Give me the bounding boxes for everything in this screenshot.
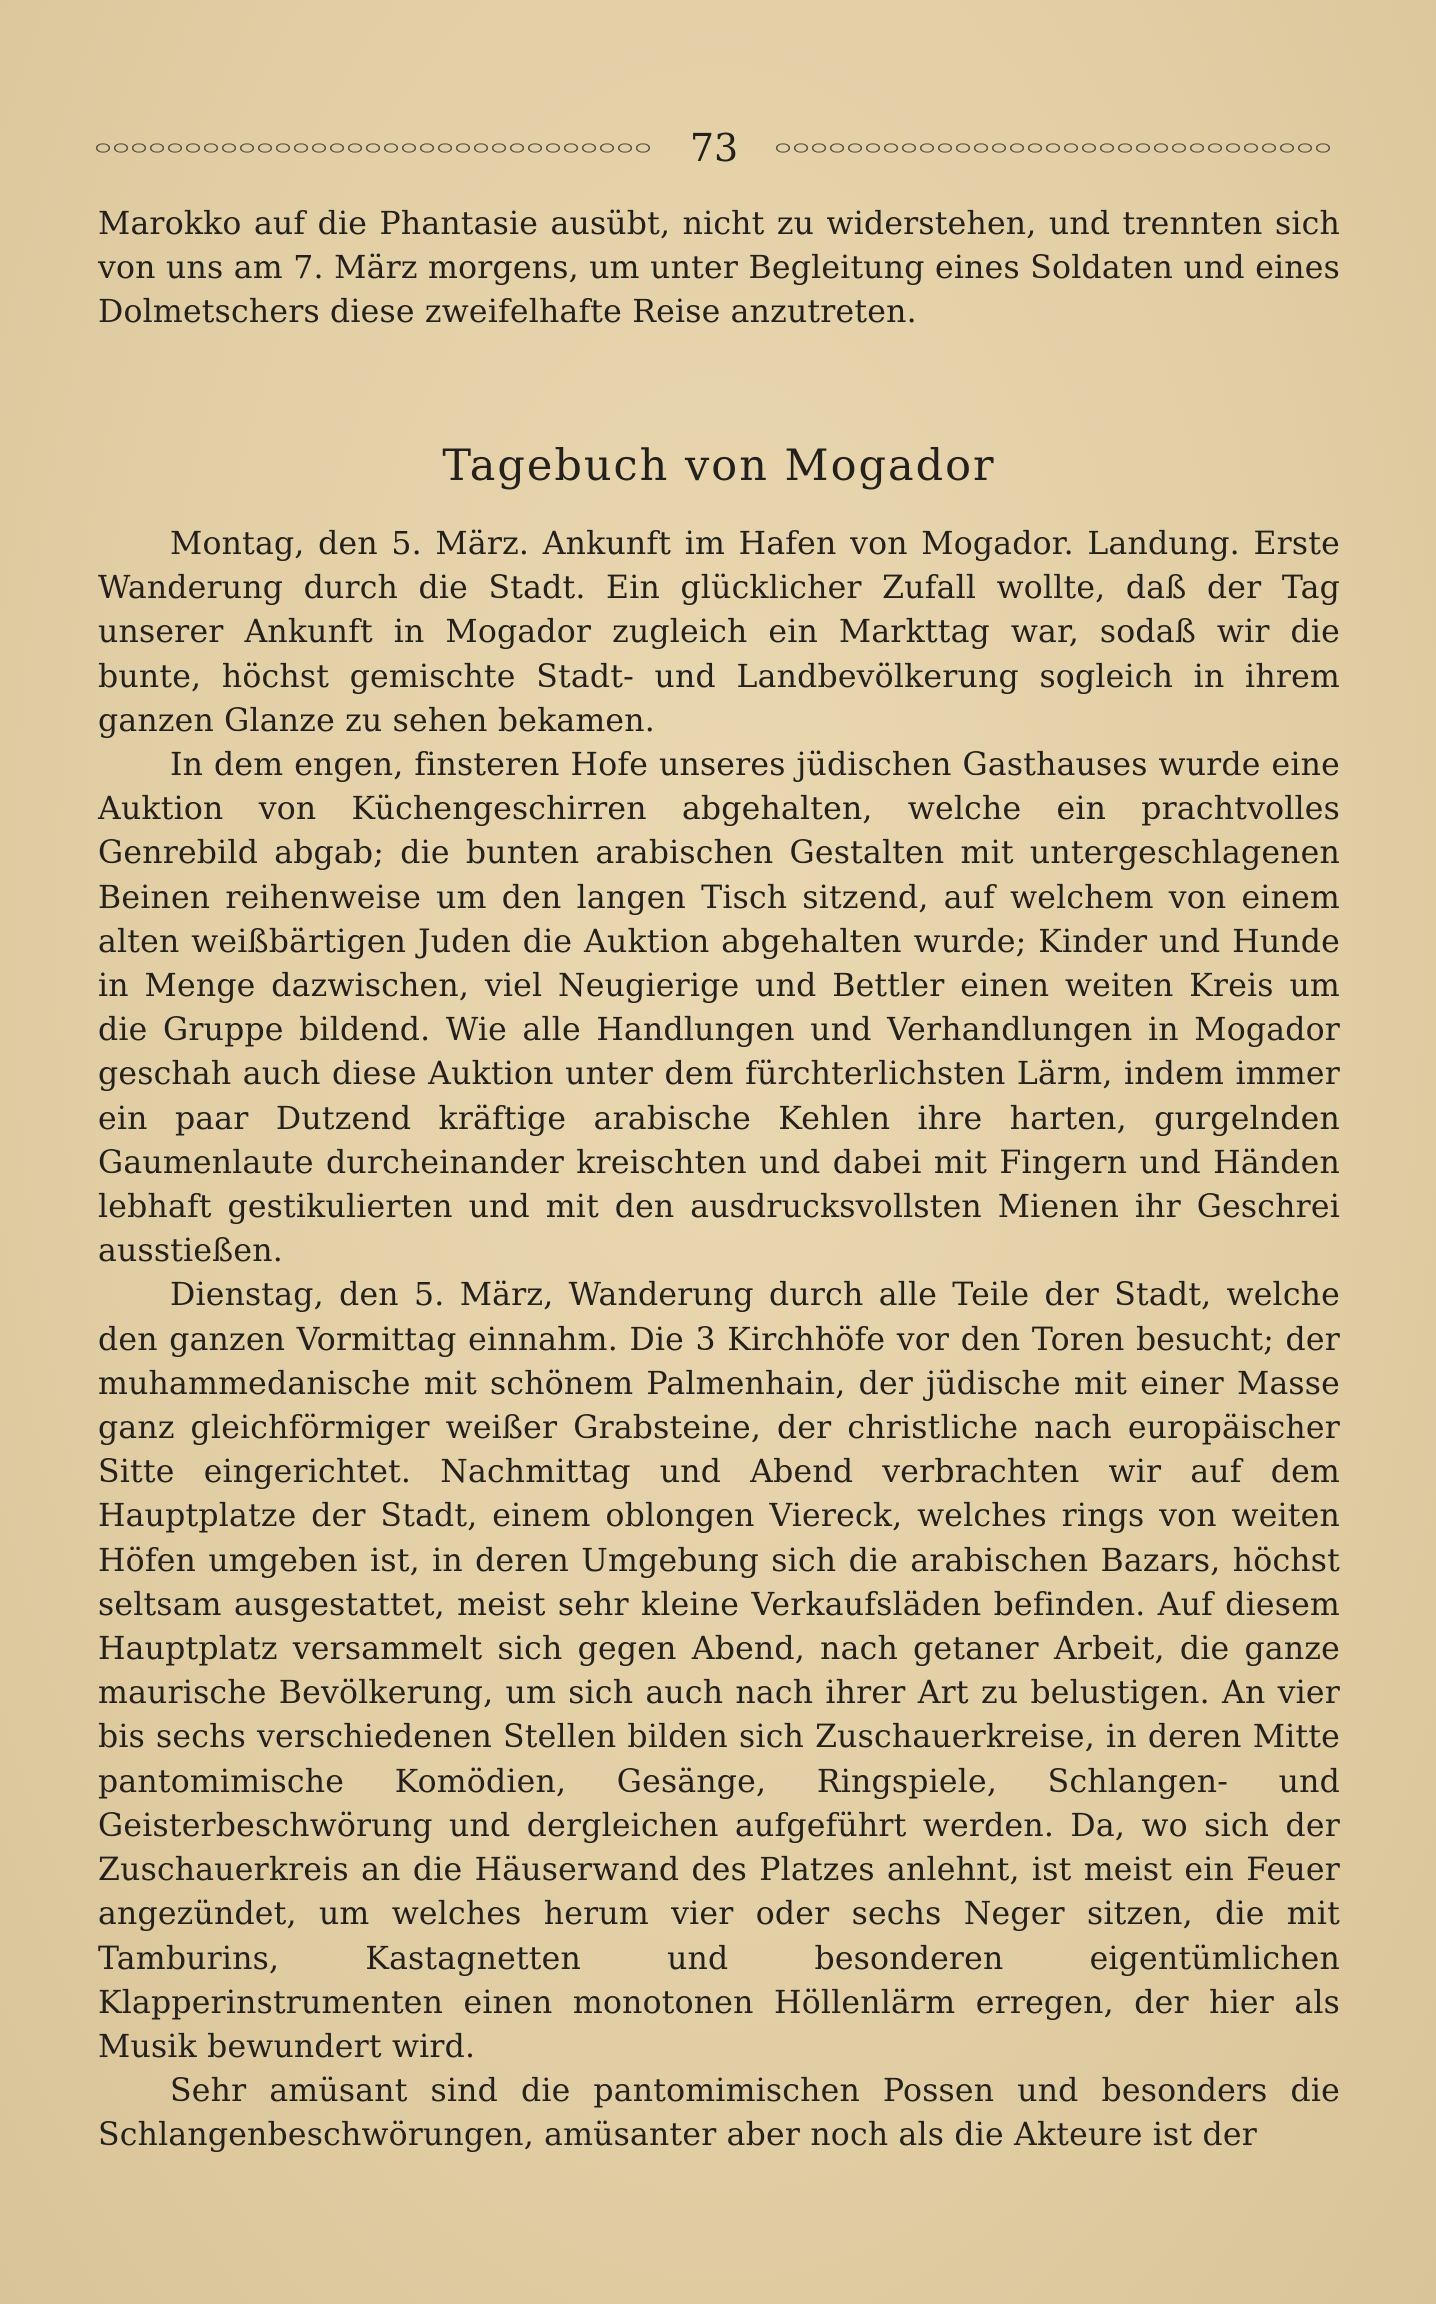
section-title: Tagebuch von Mogador [442,441,996,491]
paragraph-possen: Sehr amüsant sind die pantomimischen Possen und besonders die Schlangenbeschwörungen, amüsanter aber noch als die Akteure ist der [98,2073,1340,2154]
paragraph-monday: Montag, den 5. März. Ankunft im Hafen von Mogador. Landung. Erste Wanderung durch die Stadt. Ein glücklicher Zufall wollte, daß der Tag unserer Ankunft in Mogador zugleich ein Markttag war, sodaß wir die bunte, höchst gemischte Stadt- und Landbevölkerung sogleich in ihrem ganzen Glanze zu sehen bekamen. [98,526,1340,739]
diary-body [98,522,1340,2158]
page-number: 73 [689,126,739,170]
paragraph-tuesday: Dienstag, den 5. März, Wanderung durch alle Teile der Stadt, welche den ganzen Vormittag einnahm. Die 3 Kirchhöfe vor den Toren besucht; der muhammedanische mit schönem Palmenhain, der jüdische mit einer Masse ganz gleichförmiger weißer Grabsteine, der christliche nach europäischer Sitte eingerichtet. Nachmittag und Abend verbrachten wir auf dem Hauptplatze der Stadt, einem oblongen Viereck, welches rings von weiten Höfen umgeben ist, in deren Umgebung sich die arabischen Bazars, höchst seltsam ausgestattet, meist sehr kleine Verkaufsläden befinden. Auf diesem Hauptplatz versammelt sich gegen Abend, nach getaner Arbeit, die ganze maurische Bevölkerung, um sich auch nach ihrer Art zu belustigen. An vier bis sechs verschiedenen Stellen bilden sich Zuschauerkreise, in deren Mitte pantomimische Komödien, Gesänge, Ringspiele, Schlangen- und Geisterbeschwörung und dergleichen aufgeführt werden. Da, wo sich der Zuschauerkreis an die Häuserwand des Platzes anlehnt, ist meist ein Feuer angezündet, um welches herum vier oder sechs Neger sitzen, die mit Tamburins, Kastagnetten und besonderen eigentümlichen Klapperinstrumenten einen monotonen Höllenlärm erregen, der hier als Musik bewundert wird. [98,1277,1340,2065]
paragraph-auction: In dem engen, finsteren Hofe unseres jüdischen Gasthauses wurde eine Auktion von Küchengeschirren abgehalten, welche ein prachtvolles Genrebild abgab; die bunten arabischen Gestalten mit untergeschlagenen Beinen reihenweise um den langen Tisch sitzend, auf welchem von einem alten weißbärtigen Juden die Auktion abgehalten wurde; Kinder und Hunde in Menge dazwischen, viel Neugierige und Bettler einen weiten Kreis um die Gruppe bildend. Wie alle Handlungen und Verhandlungen in Mogador geschah auch diese Auktion unter dem fürchterlichsten Lärm, indem immer ein paar Dutzend kräftige arabische Kehlen ihre harten, gurgelnden Gaumenlaute durcheinander kreischten und dabei mit Fingern und Händen lebhaft gestikulierten und mit den ausdrucksvollsten Mienen ihr Geschrei ausstießen. [98,747,1340,1270]
page-header [94,124,1334,172]
header-ornament-left [94,138,654,158]
continuation-block [98,202,1340,335]
header-ornament-right [774,138,1334,158]
continuation-paragraph: Marokko auf die Phantasie ausübt, nicht zu widerstehen, und trennten sich von uns am 7. März morgens, um unter Begleitung eines Soldaten und eines Dolmetschers diese zweifelhafte Reise anzutreten. [98,206,1340,331]
